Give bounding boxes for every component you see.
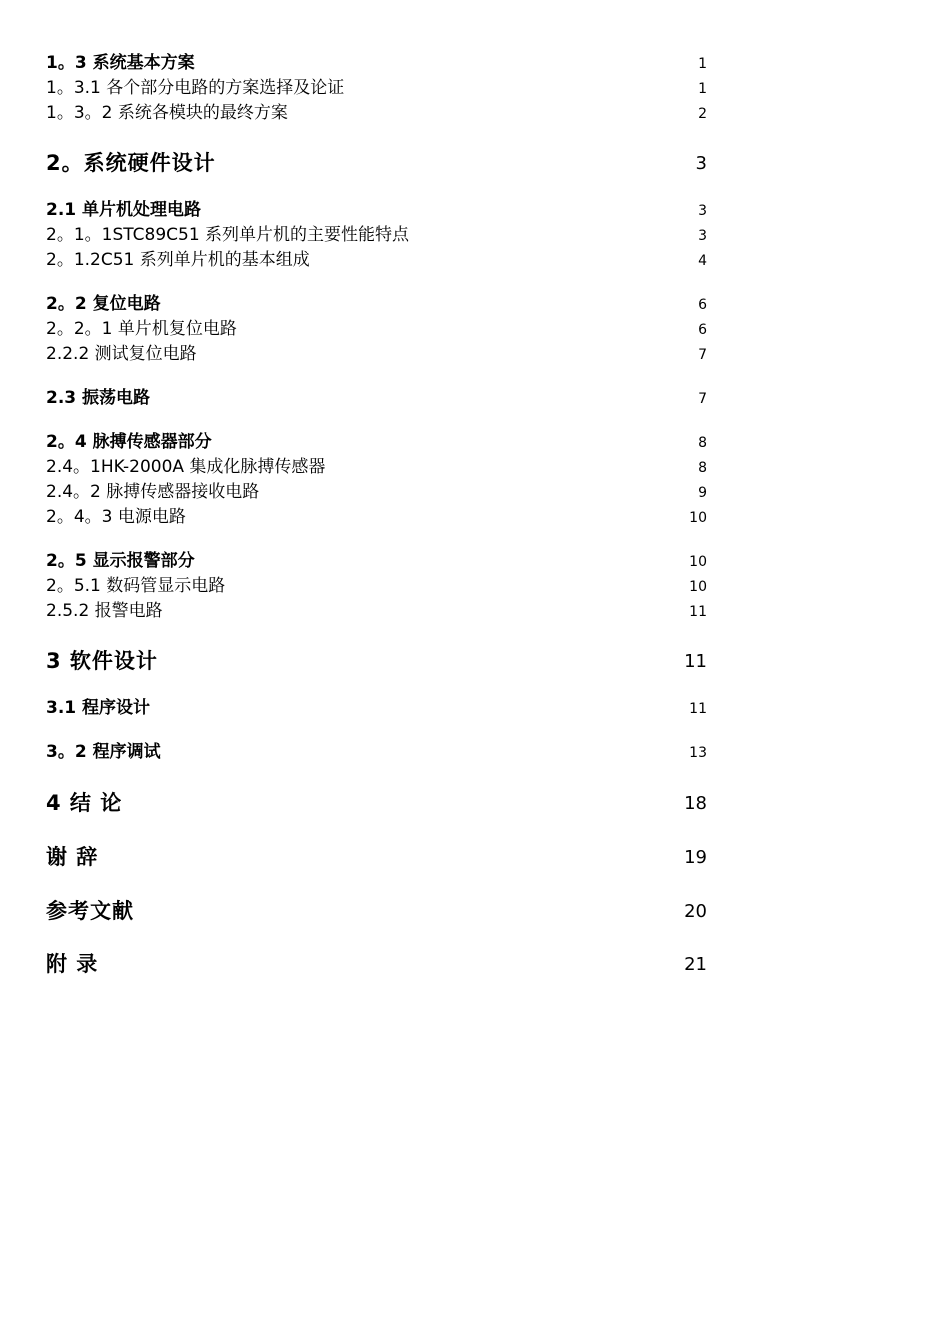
toc-entry: [46, 547, 710, 573]
toc-entry: [46, 49, 710, 75]
toc-entry: [46, 221, 710, 247]
toc-entry: [46, 290, 710, 316]
toc-entry-label: 2.3 振荡电路: [46, 388, 151, 408]
toc-entry-page: 1: [698, 56, 707, 72]
toc-entry: [46, 315, 710, 341]
toc-entry-label: 3.1 程序设计: [46, 698, 151, 718]
toc-entry-page: 1: [698, 81, 707, 97]
toc-entry: [46, 99, 710, 125]
toc-entry-label: 2。5.1 数码管显示电路: [46, 576, 226, 596]
toc-entry-page: 20: [684, 901, 707, 922]
toc-entry-label: 2。1.2C51 系列单片机的基本组成: [46, 250, 310, 270]
toc-entry-label: 2.2.2 测试复位电路: [46, 344, 197, 364]
toc-entry: [46, 899, 710, 925]
toc-entry-page: 10: [689, 510, 707, 526]
toc-entry-page: 6: [698, 297, 707, 313]
toc-entry-label: 1。3.1 各个部分电路的方案选择及论证: [46, 78, 345, 98]
toc-entry: [46, 340, 710, 366]
toc-entry-page: 2: [698, 106, 707, 122]
toc-entry-label: 参考文献: [46, 899, 134, 923]
toc-entry-page: 10: [689, 579, 707, 595]
toc-entry: [46, 478, 710, 504]
toc-entry: [46, 384, 710, 410]
toc-entry-page: 18: [684, 793, 707, 814]
toc-entry: [46, 196, 710, 222]
toc-entry-page: 21: [684, 954, 707, 975]
toc-entry-page: 19: [684, 847, 707, 868]
toc-entry: [46, 246, 710, 272]
toc-entry: [46, 597, 710, 623]
toc-entry-label: 2。4 脉搏传感器部分: [46, 432, 212, 452]
toc-entry-label: 1。3 系统基本方案: [46, 53, 195, 73]
toc-entry: [46, 74, 710, 100]
toc-entry: [46, 428, 710, 454]
toc-entry-label: 1。3。2 系统各模块的最终方案: [46, 103, 288, 123]
toc-entry-label: 2。2。1 单片机复位电路: [46, 319, 237, 339]
toc-entry-label: 2.4。2 脉搏传感器接收电路: [46, 482, 260, 502]
toc-entry: [46, 952, 710, 978]
toc-entry-label: 3。2 程序调试: [46, 742, 161, 762]
toc-entry-page: 8: [698, 460, 707, 476]
toc-entry-label: 2.4。1HK-2000A 集成化脉搏传感器: [46, 457, 326, 477]
toc-entry-label: 2.5.2 报警电路: [46, 601, 163, 621]
toc-entry-label: 2。系统硬件设计: [46, 151, 216, 175]
toc-entry: [46, 151, 710, 177]
toc-entry-page: 8: [698, 435, 707, 451]
toc-entry: [46, 694, 710, 720]
toc-entry-page: 3: [698, 228, 707, 244]
toc-entry-label: 谢 辞: [46, 845, 99, 869]
toc-entry-page: 7: [698, 347, 707, 363]
toc-entry-page: 6: [698, 322, 707, 338]
toc-entry-label: 3 软件设计: [46, 649, 158, 673]
toc-entry-label: 2.1 单片机处理电路: [46, 200, 202, 220]
toc-entry-page: 3: [695, 153, 707, 174]
toc-entry-label: 2。2 复位电路: [46, 294, 161, 314]
toc-entry-label: 2。1。1STC89C51 系列单片机的主要性能特点: [46, 225, 410, 245]
toc-entry: [46, 572, 710, 598]
toc-entry-page: 4: [698, 253, 707, 269]
toc-entry: [46, 503, 710, 529]
toc-entry: [46, 791, 710, 817]
toc-entry-page: 11: [689, 604, 707, 620]
toc-entry-label: 附 录: [46, 952, 99, 976]
toc-entry: [46, 738, 710, 764]
toc-entry-page: 11: [684, 651, 707, 672]
toc-entry-label: 2。4。3 电源电路: [46, 507, 186, 527]
toc-entry-page: 9: [698, 485, 707, 501]
toc-entry-label: 2。5 显示报警部分: [46, 551, 195, 571]
toc-entry-page: 13: [689, 745, 707, 761]
toc-entry-page: 7: [698, 391, 707, 407]
toc-entry-page: 11: [689, 701, 707, 717]
toc-entry: [46, 649, 710, 675]
toc-entry-label: 4 结 论: [46, 791, 123, 815]
toc-entry-page: 3: [698, 203, 707, 219]
toc-entry-page: 10: [689, 554, 707, 570]
toc-entry: [46, 845, 710, 871]
toc-entry: [46, 453, 710, 479]
